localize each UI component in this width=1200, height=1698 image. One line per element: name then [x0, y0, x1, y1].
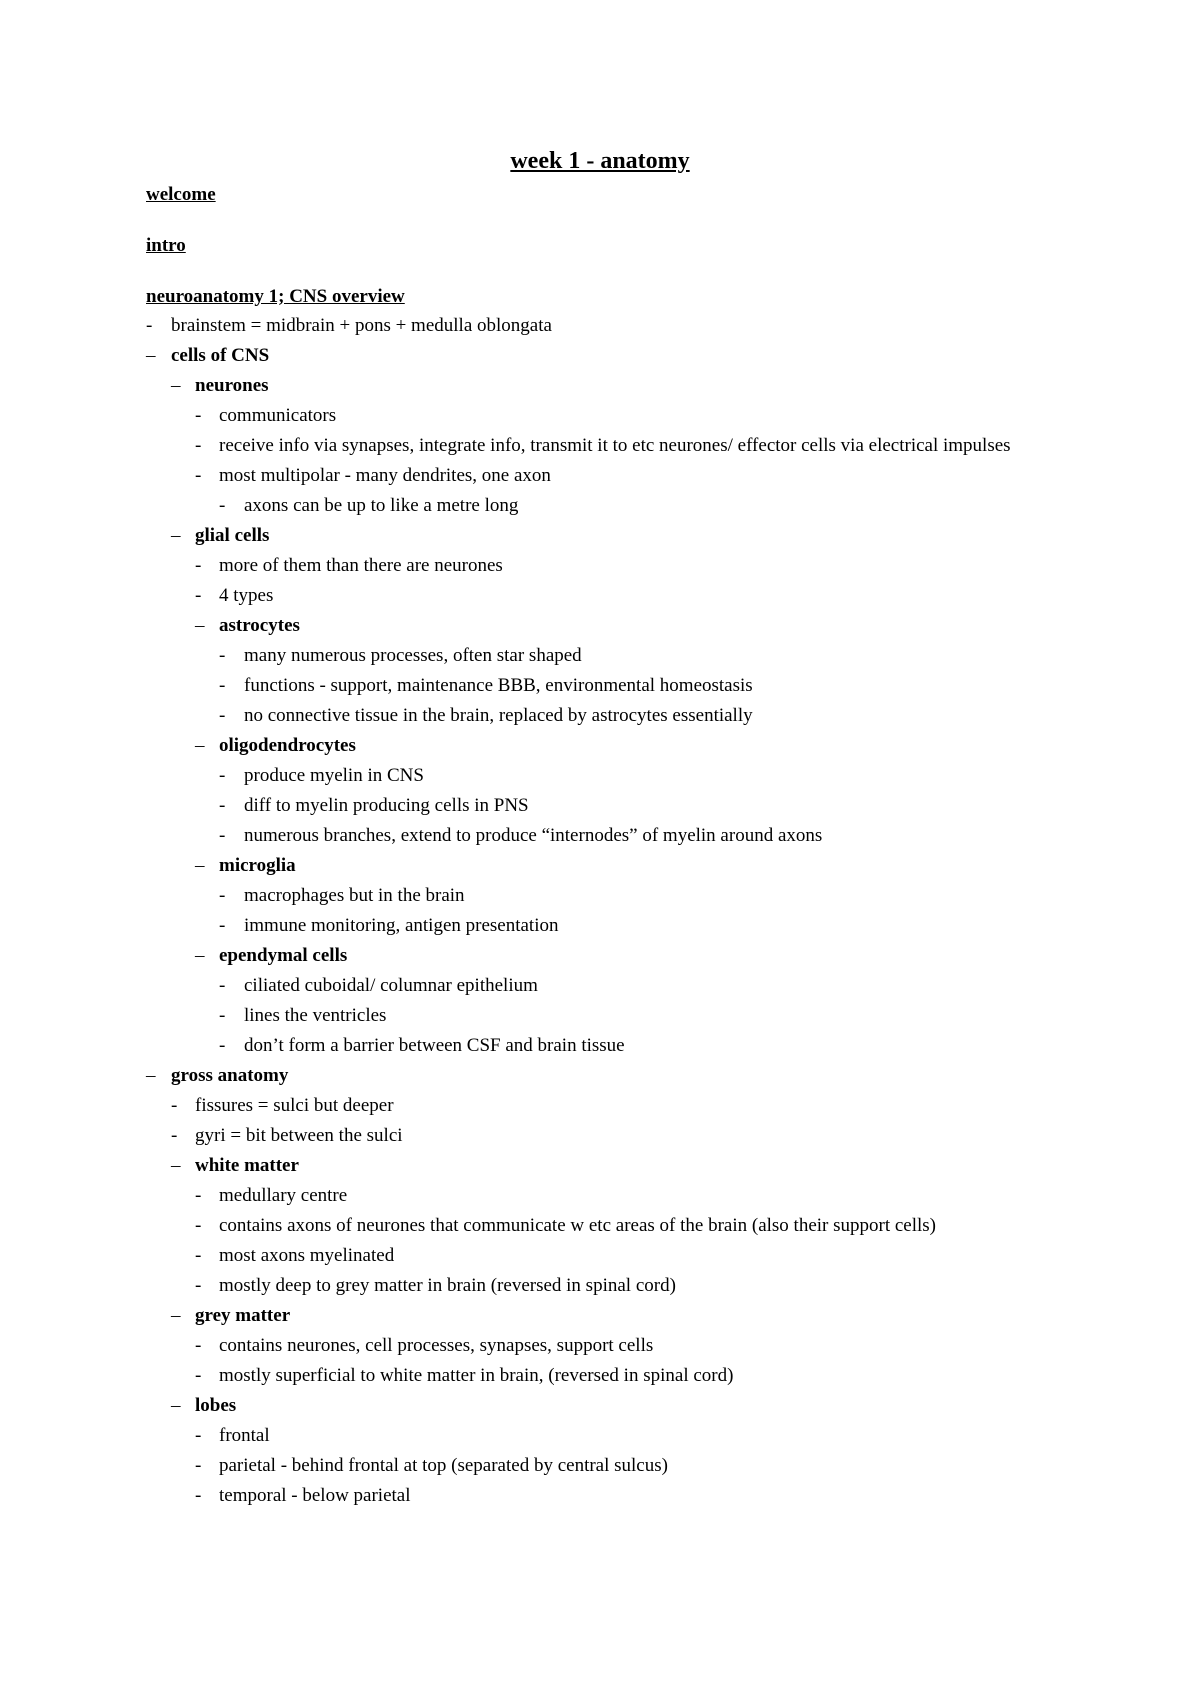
bullet-dash: – [171, 525, 181, 546]
bullet-dash: – [171, 375, 181, 396]
bullet-dash: - [195, 555, 202, 576]
bullet-dash: - [195, 1425, 202, 1446]
list-item-text: no connective tissue in the brain, replaced by astrocytes essentially [244, 705, 753, 726]
list-item [0, 523, 1200, 549]
list-item [0, 823, 1200, 849]
list-item-text: diff to myelin producing cells in PNS [244, 795, 529, 816]
list-item-text: glial cells [195, 525, 270, 546]
list-item [0, 1423, 1200, 1449]
bullet-dash: - [195, 1185, 202, 1206]
list-item [0, 1453, 1200, 1479]
bullet-dash: - [195, 465, 202, 486]
bullet-dash: – [146, 345, 156, 366]
document-title: week 1 - anatomy [510, 148, 690, 174]
bullet-dash: - [171, 1095, 178, 1116]
list-item [0, 553, 1200, 579]
list-item-text: contains neurones, cell processes, synapses, support cells [219, 1335, 654, 1356]
list-item [0, 1093, 1200, 1119]
bullet-dash: – [195, 735, 205, 756]
list-item-text: ependymal cells [219, 945, 348, 966]
bullet-dash: - [219, 885, 226, 906]
list-item [0, 703, 1200, 729]
bullet-dash: - [195, 1335, 202, 1356]
list-item-text: many numerous processes, often star shaped [244, 645, 582, 666]
list-item [0, 913, 1200, 939]
bullet-dash: - [219, 765, 226, 786]
list-item-text: gyri = bit between the sulci [195, 1125, 403, 1146]
list-item-text: more of them than there are neurones [219, 555, 503, 576]
list-item-text: ciliated cuboidal/ columnar epithelium [244, 975, 538, 996]
list-item-text: communicators [219, 405, 337, 426]
list-item [0, 1333, 1200, 1359]
list-item [0, 1183, 1200, 1209]
bullet-dash: - [219, 1035, 226, 1056]
bullet-dash: – [171, 1155, 181, 1176]
list-item [0, 1123, 1200, 1149]
list-item-text: most multipolar - many dendrites, one axon [219, 465, 551, 486]
bullet-dash: - [195, 1245, 202, 1266]
list-item-text: don’t form a barrier between CSF and brain tissue [244, 1035, 625, 1056]
list-item-text: medullary centre [219, 1185, 348, 1206]
list-item [0, 463, 1200, 489]
list-item [0, 1003, 1200, 1029]
list-item-text: functions - support, maintenance BBB, environmental homeostasis [244, 675, 753, 696]
list-item-text: 4 types [219, 585, 274, 606]
list-item-text: cells of CNS [171, 345, 270, 366]
list-item [0, 493, 1200, 519]
list-item [0, 1033, 1200, 1059]
bullet-dash: - [219, 975, 226, 996]
list-item [0, 1363, 1200, 1389]
bullet-dash: - [219, 495, 226, 516]
list-item [0, 1153, 1200, 1179]
list-item-text: parietal - behind frontal at top (separated by central sulcus) [219, 1455, 668, 1476]
list-item [0, 613, 1200, 639]
list-item-text: contains axons of neurones that communicate w etc areas of the brain (also their support cells) [219, 1215, 937, 1236]
heading-welcome: welcome [146, 184, 216, 205]
bullet-dash: – [195, 615, 205, 636]
notes-list [0, 313, 1200, 1513]
bullet-dash: – [195, 945, 205, 966]
list-item-text: fissures = sulci but deeper [195, 1095, 394, 1116]
list-item [0, 763, 1200, 789]
bullet-dash: - [219, 795, 226, 816]
bullet-dash: - [195, 1485, 202, 1506]
list-item-text: lines the ventricles [244, 1005, 387, 1026]
list-item-text: axons can be up to like a metre long [244, 495, 519, 516]
list-item-text: most axons myelinated [219, 1245, 395, 1266]
bullet-dash: - [195, 435, 202, 456]
list-item [0, 1213, 1200, 1239]
list-item [0, 673, 1200, 699]
bullet-dash: - [219, 915, 226, 936]
list-item-text: microglia [219, 855, 296, 876]
bullet-dash: – [171, 1395, 181, 1416]
list-item-text: mostly superficial to white matter in brain, (reversed in spinal cord) [219, 1365, 734, 1386]
list-item [0, 943, 1200, 969]
list-item-text: oligodendrocytes [219, 735, 356, 756]
list-item [0, 403, 1200, 429]
list-item [0, 433, 1200, 459]
bullet-dash: - [219, 705, 226, 726]
list-item-text: neurones [195, 375, 269, 396]
list-item-text: receive info via synapses, integrate info, transmit it to etc neurones/ effector cells via electrical impulses [219, 435, 1011, 456]
bullet-dash: - [219, 1005, 226, 1026]
list-item-text: produce myelin in CNS [244, 765, 424, 786]
list-item-text: lobes [195, 1395, 237, 1416]
list-item [0, 1243, 1200, 1269]
bullet-dash: - [219, 825, 226, 846]
bullet-dash: - [171, 1125, 178, 1146]
bullet-dash: - [219, 645, 226, 666]
list-item-text: grey matter [195, 1305, 291, 1326]
bullet-dash: – [171, 1305, 181, 1326]
bullet-dash: - [195, 1455, 202, 1476]
list-item [0, 643, 1200, 669]
bullet-dash: - [195, 405, 202, 426]
bullet-dash: - [195, 1275, 202, 1296]
list-item-text: immune monitoring, antigen presentation [244, 915, 559, 936]
bullet-dash: – [146, 1065, 156, 1086]
bullet-dash: - [195, 1365, 202, 1386]
list-item-text: temporal - below parietal [219, 1485, 411, 1506]
bullet-dash: - [195, 1215, 202, 1236]
list-item [0, 373, 1200, 399]
list-item [0, 853, 1200, 879]
heading-intro: intro [146, 235, 186, 256]
list-item-text: numerous branches, extend to produce “internodes” of myelin around axons [244, 825, 823, 846]
list-item [0, 733, 1200, 759]
list-item [0, 343, 1200, 369]
list-item [0, 1063, 1200, 1089]
bullet-dash: - [195, 585, 202, 606]
list-item-text: macrophages but in the brain [244, 885, 465, 906]
list-item [0, 313, 1200, 339]
list-item-text: brainstem = midbrain + pons + medulla oblongata [171, 315, 552, 336]
list-item [0, 973, 1200, 999]
bullet-dash: - [219, 675, 226, 696]
list-item [0, 883, 1200, 909]
list-item-text: astrocytes [219, 615, 300, 636]
list-item [0, 1393, 1200, 1419]
list-item [0, 583, 1200, 609]
list-item-text: gross anatomy [171, 1065, 289, 1086]
list-item-text: frontal [219, 1425, 270, 1446]
list-item-text: white matter [195, 1155, 299, 1176]
list-item-text: mostly deep to grey matter in brain (reversed in spinal cord) [219, 1275, 676, 1296]
list-item [0, 1483, 1200, 1509]
bullet-dash: – [195, 855, 205, 876]
list-item [0, 1273, 1200, 1299]
heading-neuroanatomy: neuroanatomy 1; CNS overview [146, 286, 405, 307]
list-item [0, 793, 1200, 819]
bullet-dash: - [146, 315, 153, 336]
list-item [0, 1303, 1200, 1329]
